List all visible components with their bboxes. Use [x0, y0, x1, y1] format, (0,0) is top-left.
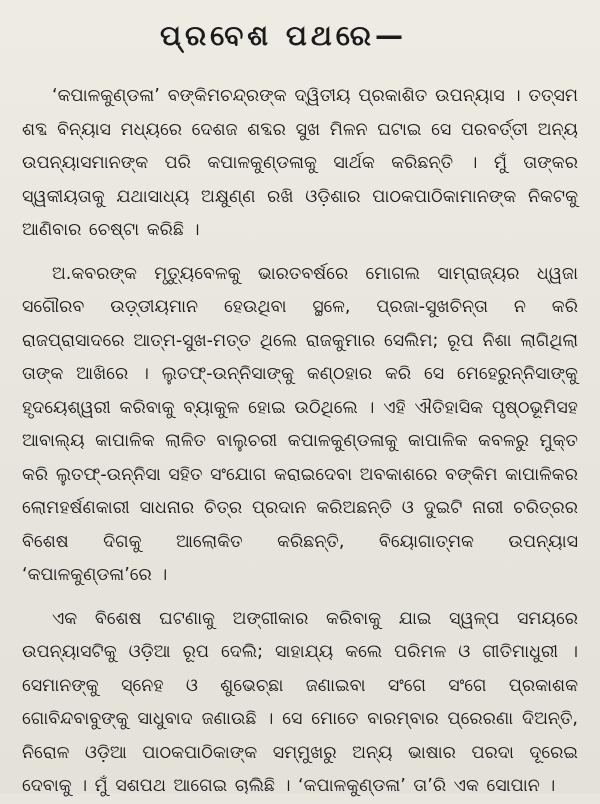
- paragraph-1: ‘କପାଳକୁଣ୍ଡଳା’ ବଙ୍କିମଚନ୍ଦ୍ରଙ୍କ ଦ୍ୱିତୀୟ ପ୍ରକାଶିତ ଉପନ୍ୟାସ । ତତ୍ସମ ଶବ୍ଦ ବିନ୍ୟାସ ମଧ୍ୟରେ ଦେଶଜ ଶବ୍ଦର ସୁଖ ମିଳନ ଘଟାଇ ସେ ପରବର୍ତ୍ତୀ ଅନ୍ୟ ଉପନ୍ୟାସମାନଙ୍କ ପରି କପାଳକୁଣ୍ଡଳାକୁ ସାର୍ଥକ କରିଛନ୍ତି । ମୁଁ ତାଙ୍କର ସ୍ୱକୀୟତାକୁ ଯଥାସାଧ୍ୟ ଅକ୍ଷୁଣ୍ଣ ରଖି ଓଡ଼ିଶାର ପାଠକପାଠିକାମାନଙ୍କ ନିକଟକୁ ଆଣିବାର ଚେଷ୍ଟା କରିଛି ।: [22, 86, 578, 240]
- page-title: ପ୍ରବେଶ ପଥରେ—: [160, 19, 408, 52]
- paragraph-2: ଅ.କବରଙ୍କ ମୃତ୍ୟୁବେଳକୁ ଭାରତବର୍ଷରେ ମୋଗଲ ସାମ୍ରାଜ୍ୟର ଧ୍ୱଜା ସଗୌରବ ଉଡ଼୍ଡୀୟମାନ ହେଉଥିବା ସ୍ଥଳେ, ପ୍ରଜା-ସୁଖଚିନ୍ତା ନ କରି ରାଜପ୍ରାସାଦରେ ଆତ୍ମ-ସୁଖ-ମତ୍ତ ଥିଲେ ରାଜକୁମାର ସେଲିମ; ରୂପ ନିଶା ଲାଗିଥିଲା ତାଙ୍କ ଆଖିରେ । ଲୁତଫ୍-ଉନ୍ନିସାଙ୍କୁ କଣ୍ଠହାର କରି ସେ ମେହେରୁନ୍ନିସାଙ୍କୁ ହୃଦୟେଶ୍ୱରୀ କରିବାକୁ ବ୍ୟାକୁଳ ହୋଇ ଉଠିଥିଲେ । ଏହି ଐତିହାସିକ ପୃଷ୍ଠଭୂମିସହ ଆବାଲ୍ୟ କାପାଳିକ ଲାଳିତ ବାଲୁଚରୀ କପାଳକୁଣ୍ଡଳାକୁ କାପାଳିକ କବଳରୁ ମୁକ୍ତ କରି ଲୁତଫ୍-ଉନ୍ନିସା ସହିତ ସଂଯୋଗ କରାଇଦେବା ଅବକାଶରେ ବଙ୍କିମ କାପାଳିକର ଲୋମହର୍ଷଣକାରୀ ସାଧନାର ଚିତ୍ର ପ୍ରଦାନ କରିଅଛନ୍ତି ଓ ଦୁଇଟି ନାରୀ ଚରିତ୍ରର ବିଶେଷ ଦିଗକୁ ଆଲୋକିତ କରିଛନ୍ତି, ବିୟୋଗାତ୍ମକ ଉପନ୍ୟାସ ‘କପାଳକୁଣ୍ଡଳା’ରେ ।: [22, 263, 578, 585]
- paragraph-3: ଏକ ବିଶେଷ ଘଟଣାକୁ ଅଙ୍ଗୀକାର କରିବାକୁ ଯାଇ ସ୍ୱଳ୍ପ ସମୟରେ ଉପନ୍ୟାସଟିକୁ ଓଡ଼ିଆ ରୂପ ଦେଲି; ସାହାଯ୍ୟ କଲେ ପରିମଳ ଓ ଗୀତିମାଧୁରୀ । ସେମାନଙ୍କୁ ସ୍ନେହ ଓ ଶୁଭେଚ୍ଛା ଜଣାଇବା ସଂଗେ ସଂଗେ ପ୍ରକାଶକ ଗୋବିନ୍ଦବାବୁଙ୍କୁ ସାଧୁବାଦ ଜଣାଉଛି । ସେ ମୋତେ ବାରମ୍ବାର ପ୍ରେରଣା ଦିଅନ୍ତି, ନିରୋଳ ଓଡ଼ିଆ ପାଠକପାଠିକାଙ୍କ ସମ୍ମୁଖରୁ ଅନ୍ୟ ଭାଷାର ପରଦା ଦୂରେଇ ଦେବାକୁ । ମୁଁ ସଶପଥ ଆଗେଇ ଚାଲିଛି । ‘କପାଳକୁଣ୍ଡଳା’ ତା’ରି ଏକ ସୋପାନ ।: [22, 608, 578, 796]
